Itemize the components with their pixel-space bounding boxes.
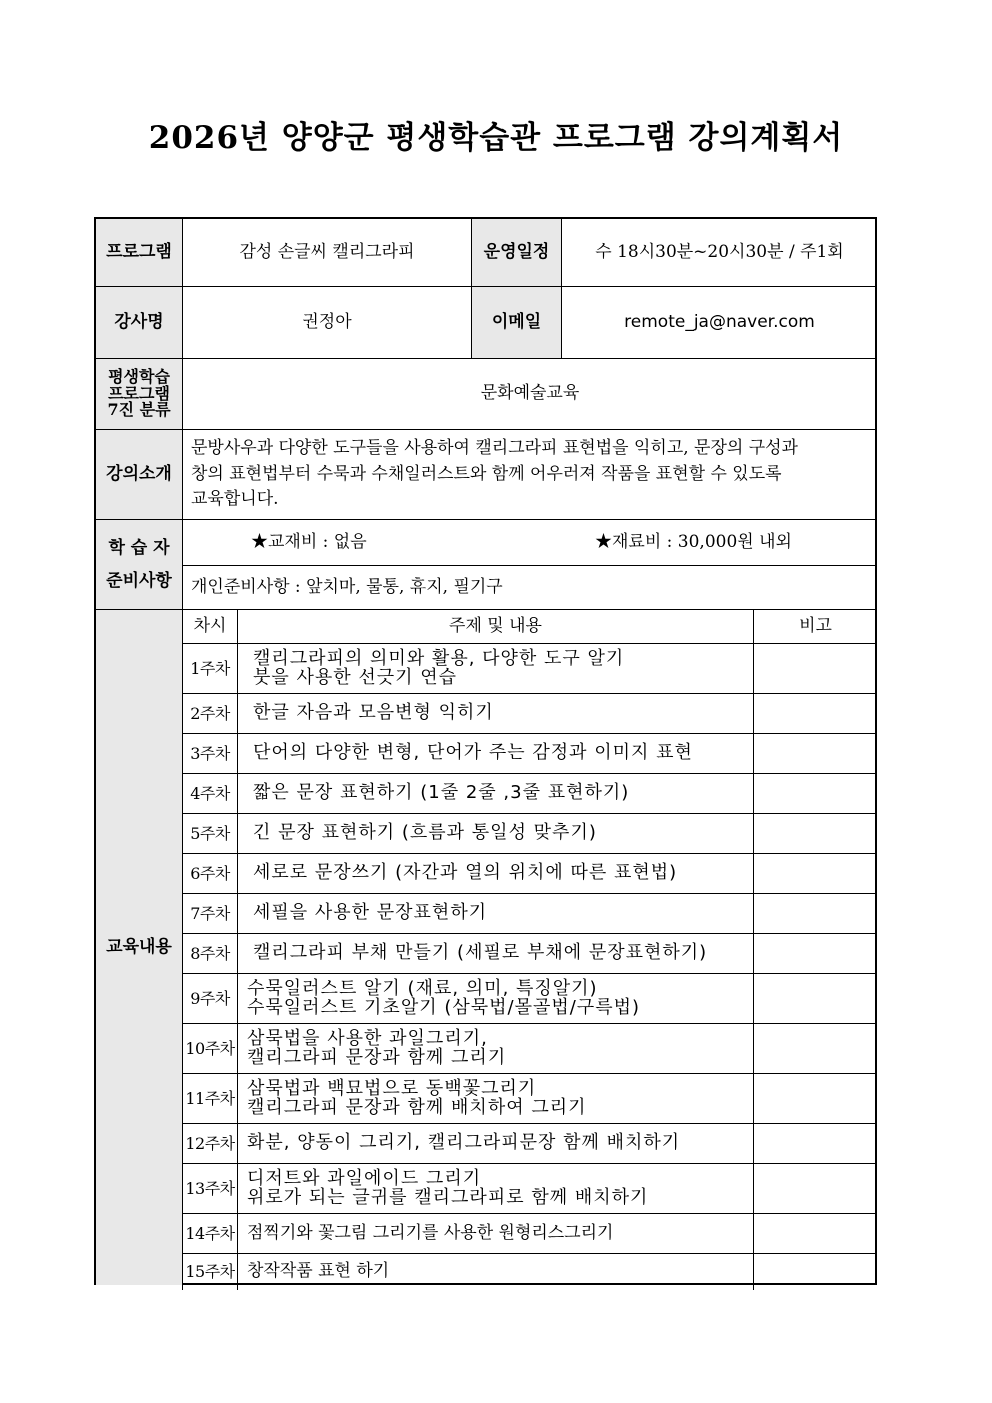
fees-row bbox=[182, 520, 877, 566]
session-week: 5주차 bbox=[182, 814, 237, 854]
page-title: 2026년 양양군 평생학습관 프로그램 강의계획서 bbox=[148, 120, 844, 156]
prep-label: 학 습 자 준비사항 bbox=[96, 520, 182, 610]
session-note bbox=[753, 894, 877, 934]
intro-label: 강의소개 bbox=[96, 430, 182, 520]
session-content: 수묵일러스트 알기 (재료, 의미, 특징알기) 수묵일러스트 기초알기 (삼묵법/몰골법/구륵법) bbox=[237, 974, 753, 1024]
session-content: 삼묵법과 백묘법으로 동백꽃그리기 캘리그라피 문장과 함께 배치하여 그리기 bbox=[237, 1074, 753, 1124]
instructor-label: 강사명 bbox=[96, 287, 182, 359]
session-week: 8주차 bbox=[182, 934, 237, 974]
category-value: 문화예술교육 bbox=[182, 359, 877, 430]
session-week: 9주차 bbox=[182, 974, 237, 1024]
instructor-value: 권정아 bbox=[182, 287, 471, 359]
session-content: 세필을 사용한 문장표현하기 bbox=[237, 894, 753, 934]
session-week: 2주차 bbox=[182, 694, 237, 734]
session-week: 7주차 bbox=[182, 894, 237, 934]
email-label: 이메일 bbox=[471, 287, 561, 359]
session-week: 14주차 bbox=[182, 1214, 237, 1254]
email-value: remote_ja@naver.com bbox=[561, 287, 877, 359]
session-note bbox=[753, 934, 877, 974]
session-week: 6주차 bbox=[182, 854, 237, 894]
program-label: 프로그램 bbox=[96, 219, 182, 287]
session-note bbox=[753, 1254, 877, 1290]
session-note bbox=[753, 644, 877, 694]
schedule-value: 수 18시30분~20시30분 / 주1회 bbox=[561, 219, 877, 287]
session-content: 삼묵법을 사용한 과일그리기, 캘리그라피 문장과 함께 그리기 bbox=[237, 1024, 753, 1074]
session-week: 11주차 bbox=[182, 1074, 237, 1124]
session-note bbox=[753, 1024, 877, 1074]
session-week: 12주차 bbox=[182, 1124, 237, 1164]
session-week: 15주차 bbox=[182, 1254, 237, 1290]
session-note bbox=[753, 1214, 877, 1254]
category-label: 평생학습 프로그램 7진 분류 bbox=[96, 359, 182, 430]
session-content: 화분, 양동이 그리기, 캘리그라피문장 함께 배치하기 bbox=[237, 1124, 753, 1164]
intro-text: 문방사우과 다양한 도구들을 사용하여 캘리그라피 표현법을 익히고, 문장의 구성과 창의 표현법부터 수묵과 수채일러스트와 함께 어우러져 작품을 표현할 수 있도록 교육합니다. bbox=[182, 430, 877, 520]
session-week: 4주차 bbox=[182, 774, 237, 814]
session-content: 창작작품 표현 하기 bbox=[237, 1254, 753, 1290]
note-header: 비고 bbox=[753, 610, 877, 644]
session-content: 긴 문장 표현하기 (흐름과 통일성 맞추기) bbox=[237, 814, 753, 854]
session-week: 13주차 bbox=[182, 1164, 237, 1214]
session-content: 한글 자음과 모음변형 익히기 bbox=[237, 694, 753, 734]
schedule-label: 운영일정 bbox=[471, 219, 561, 287]
session-content: 세로로 문장쓰기 (자간과 열의 위치에 따른 표현법) bbox=[237, 854, 753, 894]
session-content: 캘리그라피 부채 만들기 (세필로 부채에 문장표현하기) bbox=[237, 934, 753, 974]
session-week: 10주차 bbox=[182, 1024, 237, 1074]
session-week: 1주차 bbox=[182, 644, 237, 694]
session-note bbox=[753, 774, 877, 814]
session-note bbox=[753, 694, 877, 734]
session-note bbox=[753, 1124, 877, 1164]
personal-prep: 개인준비사항 : 앞치마, 물통, 휴지, 필기구 bbox=[182, 566, 877, 610]
program-value: 감성 손글씨 캘리그라피 bbox=[182, 219, 471, 287]
session-note bbox=[753, 854, 877, 894]
content-header: 주제 및 내용 bbox=[237, 610, 753, 644]
material-fee: ★재료비 : 30,000원 내외 bbox=[595, 531, 792, 552]
curriculum-label: 교육내용 bbox=[96, 610, 182, 1285]
session-note bbox=[753, 1164, 877, 1214]
lecture-plan-table bbox=[94, 217, 877, 1285]
session-note bbox=[753, 734, 877, 774]
session-header: 차시 bbox=[182, 610, 237, 644]
session-content: 단어의 다양한 변형, 단어가 주는 감정과 이미지 표현 bbox=[237, 734, 753, 774]
session-content: 캘리그라피의 의미와 활용, 다양한 도구 알기 붓을 사용한 선긋기 연습 bbox=[237, 644, 753, 694]
textbook-fee: ★교재비 : 없음 bbox=[251, 531, 367, 552]
session-week: 3주차 bbox=[182, 734, 237, 774]
session-note bbox=[753, 1074, 877, 1124]
session-content: 짧은 문장 표현하기 (1줄 2줄 ,3줄 표현하기) bbox=[237, 774, 753, 814]
session-note bbox=[753, 974, 877, 1024]
session-content: 점찍기와 꽃그림 그리기를 사용한 원형리스그리기 bbox=[237, 1214, 753, 1254]
session-content: 디저트와 과일에이드 그리기 위로가 되는 글귀를 캘리그라피로 함께 배치하기 bbox=[237, 1164, 753, 1214]
session-note bbox=[753, 814, 877, 854]
